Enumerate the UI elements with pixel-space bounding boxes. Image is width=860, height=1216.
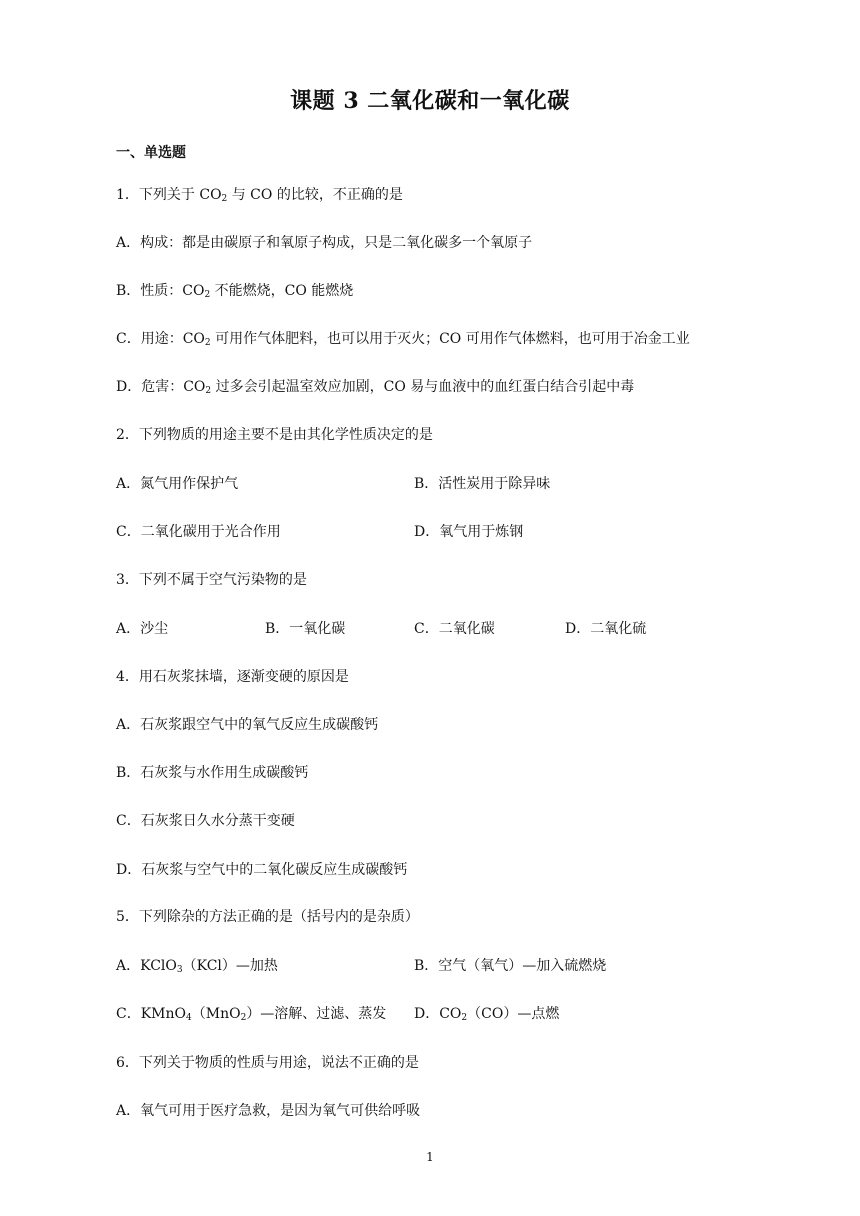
question-2-option-b: B．活性炭用于除异味 — [414, 476, 551, 492]
question-4-option-d: D．石灰浆与空气中的二氧化碳反应生成碳酸钙 — [116, 862, 408, 878]
question-1-option-b: B．性质：$CO_2$ 不能燃烧，CO 能燃烧 — [116, 283, 354, 300]
question-3-stem: 3．下列不属于空气污染物的是 — [116, 572, 307, 588]
question-4-stem: 4．用石灰浆抹墙，逐渐变硬的原因是 — [116, 669, 349, 685]
question-2-option-d: D．氧气用于炼钢 — [414, 524, 524, 540]
question-4-option-c: C．石灰浆日久水分蒸干变硬 — [116, 813, 295, 829]
question-3-option-b: B．一氧化碳 — [265, 621, 346, 637]
question-3-option-a: A．沙尘 — [116, 621, 169, 637]
question-4-option-a: A．石灰浆跟空气中的氧气反应生成碳酸钙 — [116, 717, 379, 733]
question-5-option-b: B．空气（氧气）—加入硫燃烧 — [414, 958, 607, 974]
question-2-stem: 2．下列物质的用途主要不是由其化学性质决定的是 — [116, 427, 433, 443]
question-5-option-c: C．KMnO$_4$（MnO$_2$）—溶解、过滤、蒸发 — [116, 1006, 387, 1023]
section-heading: 一、单选题 — [116, 145, 186, 161]
question-3-option-d: D．二氧化硫 — [565, 621, 647, 637]
question-1-option-a: A．构成：都是由碳原子和氧原子构成，只是二氧化碳多一个氧原子 — [116, 235, 533, 251]
question-1-stem: 1．下列关于 $CO_2$ 与 CO 的比较，不正确的是 — [116, 187, 403, 204]
question-1-option-d: D．危害：$CO_2$ 过多会引起温室效应加剧，CO 易与血液中的血红蛋白结合引起中毒 — [116, 379, 635, 396]
question-1-option-c: C．用途：$CO_2$ 可用作气体肥料，也可以用于灭火；CO 可用作气体燃料，也可用于冶金工业 — [116, 331, 690, 348]
question-2-option-c: C．二氧化碳用于光合作用 — [116, 524, 281, 540]
question-3-option-c: C．二氧化碳 — [414, 621, 495, 637]
question-6-option-a: A．氧气可用于医疗急救，是因为氧气可供给呼吸 — [116, 1103, 421, 1119]
question-4-option-b: B．石灰浆与水作用生成碳酸钙 — [116, 765, 309, 781]
question-6-stem: 6．下列关于物质的性质与用途，说法不正确的是 — [116, 1055, 419, 1071]
question-2-option-a: A．氮气用作保护气 — [116, 476, 239, 492]
question-5-option-d: D．$CO_2(CO)—$点燃 — [414, 1006, 560, 1023]
question-5-option-a: A．KClO$_3$（KCl）—加热 — [116, 958, 278, 975]
question-5-stem: 5．下列除杂的方法正确的是（括号内的是杂质） — [116, 909, 419, 925]
page-number: 1 — [426, 1150, 434, 1164]
page-title: 课题 3 二氧化碳和一氧化碳 — [290, 88, 570, 114]
